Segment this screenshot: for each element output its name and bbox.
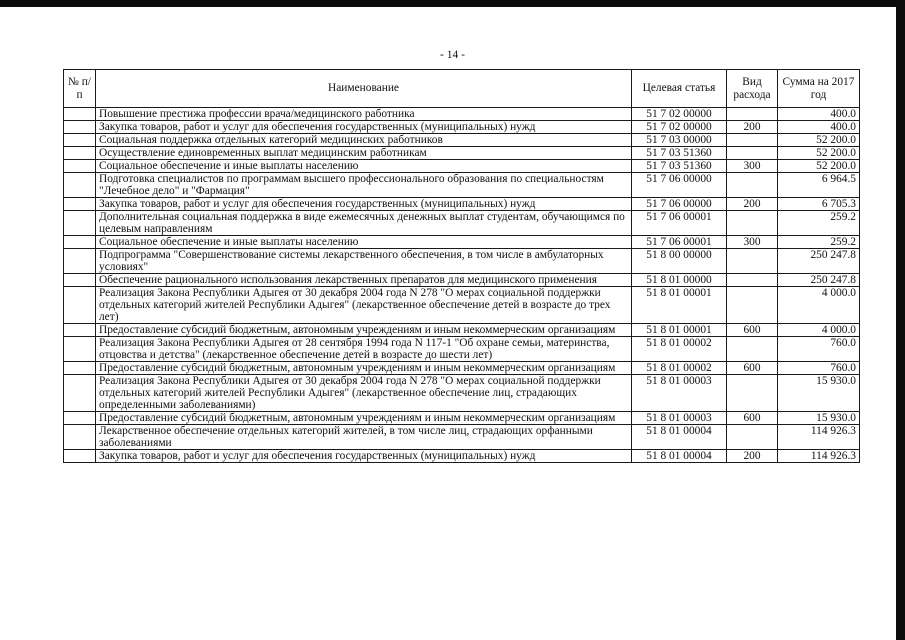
table-row — [64, 274, 860, 287]
row-expense-type-cell — [727, 287, 778, 324]
row-expense-type-cell — [727, 337, 778, 362]
row-num-cell — [64, 121, 96, 134]
table-row — [64, 287, 860, 324]
row-target-article-cell: 51 8 01 00001 — [632, 324, 727, 337]
row-target-article-cell: 51 7 03 51360 — [632, 160, 727, 173]
row-target-article-cell: 51 7 06 00000 — [632, 198, 727, 211]
row-num-cell — [64, 362, 96, 375]
row-expense-type-cell — [727, 211, 778, 236]
row-sum-cell: 250 247.8 — [778, 249, 860, 274]
row-expense-type-cell — [727, 173, 778, 198]
table-row — [64, 147, 860, 160]
row-name-cell: Предоставление субсидий бюджетным, автономным учреждениям и иным некоммерческим организациям — [96, 324, 632, 337]
row-sum-cell: 760.0 — [778, 337, 860, 362]
row-target-article-cell: 51 7 02 00000 — [632, 121, 727, 134]
row-num-cell — [64, 147, 96, 160]
row-name-cell: Закупка товаров, работ и услуг для обеспечения государственных (муниципальных) нужд — [96, 121, 632, 134]
row-num-cell — [64, 337, 96, 362]
row-sum-cell: 6 964.5 — [778, 173, 860, 198]
row-name-cell: Социальное обеспечение и иные выплаты населению — [96, 160, 632, 173]
table-row — [64, 211, 860, 236]
page-number: - 14 - — [440, 49, 465, 61]
row-num-cell — [64, 287, 96, 324]
row-expense-type-cell — [727, 249, 778, 274]
row-expense-type-cell — [727, 147, 778, 160]
row-name-cell: Дополнительная социальная поддержка в виде ежемесячных денежных выплат студентам, обучающимся по целевым направлениям — [96, 211, 632, 236]
row-sum-cell: 15 930.0 — [778, 375, 860, 412]
row-expense-type-cell: 200 — [727, 450, 778, 463]
row-sum-cell: 250 247.8 — [778, 274, 860, 287]
row-name-cell: Закупка товаров, работ и услуг для обеспечения государственных (муниципальных) нужд — [96, 198, 632, 211]
table-row — [64, 198, 860, 211]
header-num: № п/п — [64, 70, 96, 108]
row-sum-cell: 259.2 — [778, 211, 860, 236]
row-num-cell — [64, 375, 96, 412]
row-sum-cell: 114 926.3 — [778, 425, 860, 450]
row-expense-type-cell: 300 — [727, 160, 778, 173]
table-row — [64, 362, 860, 375]
row-name-cell: Лекарственное обеспечение отдельных категорий жителей, в том числе лиц, страдающих орфанными заболеваниями — [96, 425, 632, 450]
row-name-cell: Закупка товаров, работ и услуг для обеспечения государственных (муниципальных) нужд — [96, 450, 632, 463]
row-num-cell — [64, 274, 96, 287]
row-expense-type-cell: 600 — [727, 362, 778, 375]
table-body — [64, 108, 860, 463]
row-sum-cell: 4 000.0 — [778, 324, 860, 337]
row-name-cell: Социальная поддержка отдельных категорий медицинских работников — [96, 134, 632, 147]
table-row — [64, 173, 860, 198]
table-row — [64, 450, 860, 463]
row-sum-cell: 400.0 — [778, 108, 860, 121]
table-row — [64, 160, 860, 173]
table-row — [64, 249, 860, 274]
row-target-article-cell: 51 7 06 00001 — [632, 211, 727, 236]
row-name-cell: Повышение престижа профессии врача/медицинского работника — [96, 108, 632, 121]
row-num-cell — [64, 425, 96, 450]
row-sum-cell: 52 200.0 — [778, 134, 860, 147]
row-num-cell — [64, 160, 96, 173]
row-expense-type-cell: 200 — [727, 198, 778, 211]
row-target-article-cell: 51 8 01 00000 — [632, 274, 727, 287]
table-header-row — [64, 70, 860, 108]
row-sum-cell: 52 200.0 — [778, 147, 860, 160]
row-sum-cell: 259.2 — [778, 236, 860, 249]
scan-right-border — [896, 0, 905, 640]
header-name: Наименование — [96, 70, 632, 108]
row-target-article-cell: 51 7 06 00001 — [632, 236, 727, 249]
table-row — [64, 236, 860, 249]
table-row — [64, 134, 860, 147]
row-expense-type-cell: 600 — [727, 324, 778, 337]
row-sum-cell: 6 705.3 — [778, 198, 860, 211]
row-target-article-cell: 51 7 03 51360 — [632, 147, 727, 160]
row-expense-type-cell: 600 — [727, 412, 778, 425]
row-expense-type-cell — [727, 274, 778, 287]
header-target-article: Целевая статья — [632, 70, 727, 108]
table-row — [64, 375, 860, 412]
header-sum-2017: Сумма на 2017 год — [778, 70, 860, 108]
header-expense-type: Вид расхода — [727, 70, 778, 108]
row-name-cell: Социальное обеспечение и иные выплаты населению — [96, 236, 632, 249]
row-sum-cell: 400.0 — [778, 121, 860, 134]
row-target-article-cell: 51 8 01 00004 — [632, 425, 727, 450]
row-name-cell: Осуществление единовременных выплат медицинским работникам — [96, 147, 632, 160]
table-row — [64, 108, 860, 121]
table-row — [64, 121, 860, 134]
row-sum-cell: 760.0 — [778, 362, 860, 375]
row-num-cell — [64, 173, 96, 198]
row-num-cell — [64, 134, 96, 147]
row-expense-type-cell — [727, 108, 778, 121]
row-num-cell — [64, 450, 96, 463]
row-expense-type-cell: 200 — [727, 121, 778, 134]
table-row — [64, 412, 860, 425]
row-name-cell: Обеспечение рационального использования лекарственных препаратов для медицинского применения — [96, 274, 632, 287]
row-name-cell: Реализация Закона Республики Адыгея от 30 декабря 2004 года N 278 "О мерах социальной поддержки отдельных категорий жителей Республики Адыгея" (лекарственное обеспечение детей в возрасте до трех лет) — [96, 287, 632, 324]
row-num-cell — [64, 211, 96, 236]
row-expense-type-cell — [727, 375, 778, 412]
row-target-article-cell: 51 8 00 00000 — [632, 249, 727, 274]
row-sum-cell: 15 930.0 — [778, 412, 860, 425]
row-num-cell — [64, 198, 96, 211]
budget-table — [63, 69, 860, 463]
row-expense-type-cell: 300 — [727, 236, 778, 249]
row-name-cell: Подготовка специалистов по программам высшего профессионального образования по специальностям "Лечебное дело" и "Фармация" — [96, 173, 632, 198]
row-target-article-cell: 51 7 03 00000 — [632, 134, 727, 147]
row-expense-type-cell — [727, 134, 778, 147]
row-num-cell — [64, 412, 96, 425]
row-target-article-cell: 51 8 01 00001 — [632, 287, 727, 324]
row-target-article-cell: 51 8 01 00003 — [632, 375, 727, 412]
row-target-article-cell: 51 8 01 00004 — [632, 450, 727, 463]
row-name-cell: Предоставление субсидий бюджетным, автономным учреждениям и иным некоммерческим организациям — [96, 362, 632, 375]
row-target-article-cell: 51 7 06 00000 — [632, 173, 727, 198]
scan-top-border — [0, 0, 905, 7]
row-num-cell — [64, 108, 96, 121]
row-target-article-cell: 51 8 01 00002 — [632, 362, 727, 375]
row-name-cell: Реализация Закона Республики Адыгея от 28 сентября 1994 года N 117-1 "Об охране семьи, материнства, отцовства и детства" (лекарственное обеспечение детей в возрасте до шести лет) — [96, 337, 632, 362]
row-sum-cell: 52 200.0 — [778, 160, 860, 173]
table-row — [64, 425, 860, 450]
row-name-cell: Предоставление субсидий бюджетным, автономным учреждениям и иным некоммерческим организациям — [96, 412, 632, 425]
row-name-cell: Реализация Закона Республики Адыгея от 30 декабря 2004 года N 278 "О мерах социальной поддержки отдельных категорий жителей Республики Адыгея" (лекарственное обеспечение лиц, страдающих определенными заболеваниями) — [96, 375, 632, 412]
row-sum-cell: 4 000.0 — [778, 287, 860, 324]
row-target-article-cell: 51 7 02 00000 — [632, 108, 727, 121]
table-row — [64, 324, 860, 337]
row-sum-cell: 114 926.3 — [778, 450, 860, 463]
table-row — [64, 337, 860, 362]
row-num-cell — [64, 249, 96, 274]
row-target-article-cell: 51 8 01 00003 — [632, 412, 727, 425]
row-expense-type-cell — [727, 425, 778, 450]
row-target-article-cell: 51 8 01 00002 — [632, 337, 727, 362]
row-num-cell — [64, 324, 96, 337]
row-name-cell: Подпрограмма "Совершенствование системы лекарственного обеспечения, в том числе в амбулаторных условиях" — [96, 249, 632, 274]
row-num-cell — [64, 236, 96, 249]
